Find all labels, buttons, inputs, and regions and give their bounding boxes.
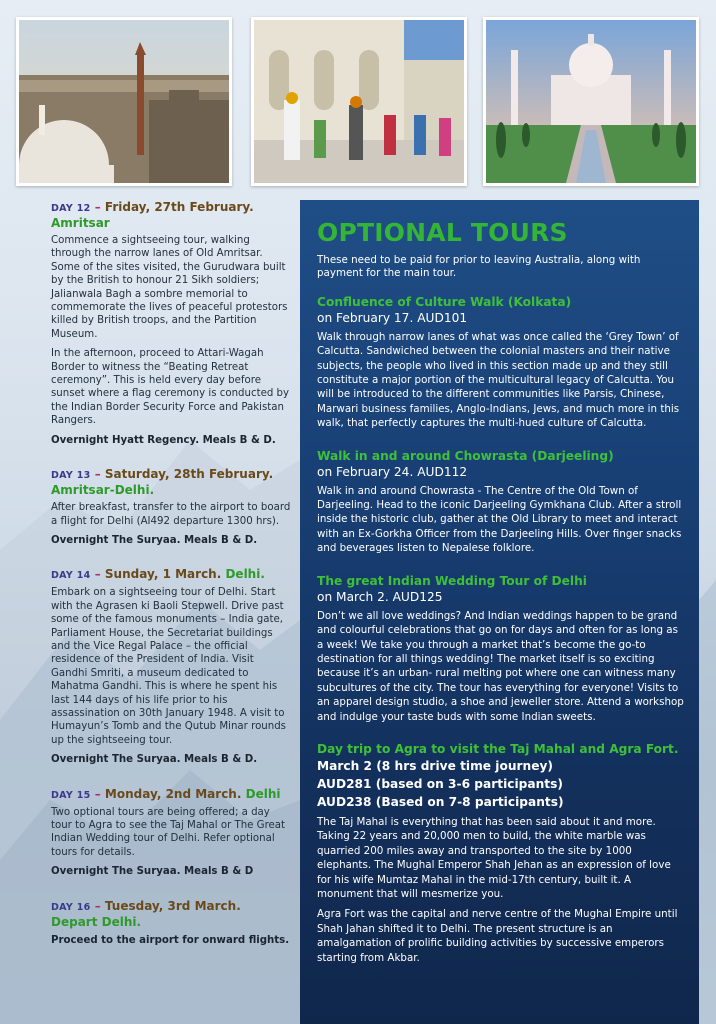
tour-entry bbox=[317, 742, 685, 965]
tour-date-price: AUD281 (based on 3-6 participants) bbox=[317, 776, 563, 791]
tour-date-price: March 2 (8 hrs drive time journey) bbox=[317, 758, 553, 773]
day-description: Commence a sightseeing tour, walking through the narrow lanes of Old Amritsar. Some of the sites visited, the Gurudwara built by the British to honour 21 Sikh soldiers; Jalianwala Bagh a sombre memorial to commemorate the lives of peaceful protestors killed by British troops, and the Partition Museum. bbox=[51, 235, 288, 340]
day-date: Tuesday, 3rd March. bbox=[104, 898, 241, 913]
itinerary-column bbox=[51, 200, 291, 947]
day-description: In the afternoon, proceed to Attari-Wagah Border to witness the “Beating Retreat ceremony”. This is held every day before sunset where a flag ceremony is conducted by the Indian Border Security Force and Pakistan Rangers. bbox=[51, 348, 290, 427]
optional-tours-list bbox=[317, 295, 685, 965]
day-heading bbox=[51, 787, 291, 803]
day-date: Sunday, 1 March. bbox=[104, 567, 222, 582]
day-heading bbox=[51, 467, 291, 498]
tour-description: Walk in and around Chowrasta - The Centre of the Old Town of Darjeeling. Head to the iconic Darjeeling Gymkhana Club. After a stroll inside the historic club, gather at the Old Library to meet and interact with an Ex-Gorkha Officer from the Darjeeling Hills. Over finger snacks and beverages listen to Nepalese folklore. bbox=[317, 484, 682, 555]
day-city: Delhi bbox=[245, 786, 281, 801]
tour-date-price: on February 17. AUD101 bbox=[317, 310, 468, 325]
tour-date-price: on February 24. AUD112 bbox=[317, 464, 468, 479]
day-heading bbox=[51, 567, 291, 583]
tour-title: The great Indian Wedding Tour of Delhi bbox=[317, 573, 587, 588]
tour-entry bbox=[317, 574, 685, 724]
day-dash: – bbox=[90, 567, 105, 582]
day-overnight: Overnight The Suryaa. Meals B & D bbox=[51, 866, 254, 878]
day-entry bbox=[51, 787, 291, 879]
day-description: Embark on a sightseeing tour of Delhi. Start with the Agrasen ki Baoli Stepwell. Drive past some of the famous monuments – India gate, Parliament House, the Secretariat buildings and the Vice Regal Palace – the official residence of the President of India. Visit Gandhi Smriti, a museum dedicated to Mahatma Gandhi. This is where he spent his last 144 days of his life prior to his assassination on 30th January 1948. A visit to Humayun’s Tomb and the Qutub Minar rounds up the sightseeing tour. bbox=[51, 587, 286, 746]
optional-tours-heading: OPTIONAL TOURS bbox=[317, 218, 568, 247]
taj-mahal-reflecting-pool-photo bbox=[483, 17, 699, 186]
day-entry bbox=[51, 467, 291, 547]
day-overnight: Overnight Hyatt Regency. Meals B & D. bbox=[51, 434, 276, 446]
day-number: DAY 16 bbox=[51, 901, 91, 913]
tour-description: Agra Fort was the capital and nerve centre of the Mughal Empire until Shah Jahan shifted it to Delhi. The present structure is an amalgamation of prolific building activities by successive emperors starting from Akbar. bbox=[317, 908, 678, 964]
day-overnight: Overnight The Suryaa. Meals B & D. bbox=[51, 754, 258, 766]
tour-description: Don’t we all love weddings? And Indian weddings happen to be grand and colourful celebrations that go on for days and often for as long as a week! We take you through a market that’s become the go-to destination for all things wedding! The market itself is so exciting because it’s an urban- rural melting pot where one can witness many subcultures of the city. The tour has everything for everyone! Visits to an apparel design studio, a shoe and jeweller store. Attend a workshop and indulge your taste buds with some Indian sweets. bbox=[317, 609, 684, 723]
day-number: DAY 12 bbox=[51, 203, 91, 214]
day-city: Delhi. bbox=[225, 567, 265, 582]
golden-temple-amritsar-crowd-photo bbox=[251, 17, 467, 186]
day-overnight: Proceed to the airport for onward flights. bbox=[51, 934, 290, 946]
day-date: Friday, 27th February. bbox=[104, 200, 254, 214]
tour-title: Confluence of Culture Walk (Kolkata) bbox=[317, 294, 572, 309]
day-description: After breakfast, transfer to the airport to board a flight for Delhi (AI492 departure 1300 hrs). bbox=[51, 502, 291, 527]
day-entry bbox=[51, 200, 291, 447]
day-city: Depart Delhi. bbox=[51, 914, 142, 929]
day-city: Amritsar bbox=[51, 216, 110, 230]
tour-description: Walk through narrow lanes of what was once called the ‘Grey Town’ of Calcutta. Sandwiched between the colonial masters and their native subjects, the people who lived in this section made up and they still constitute a major portion of the multicultural legacy of Calcutta. You will be introduced to the different communities like Parsis, Chinese, Marwari business families, Anglo-Indians, Jews, and much more in this walk, that perfectly captures the multi-hued culture of Calcutta. bbox=[317, 330, 680, 430]
day-number: DAY 14 bbox=[51, 570, 91, 582]
day-entry bbox=[51, 567, 291, 766]
optional-tours-panel bbox=[300, 200, 699, 1024]
day-dash: – bbox=[90, 786, 105, 801]
day-dash: – bbox=[90, 898, 105, 913]
day-date: Monday, 2nd March. bbox=[104, 786, 242, 801]
day-number: DAY 15 bbox=[51, 789, 91, 801]
tour-entry bbox=[317, 449, 685, 556]
tour-description: The Taj Mahal is everything that has been said about it and more. Taking 22 years and 20,000 men to build, the white marble was quarried 200 miles away and transported to the site by 1000 elephants. The Mughal Emperor Shah Jehan as an expression of love for his wife Mumtaz Mahal in the mid-17th century, built it. A monument that will mesmerize you. bbox=[317, 815, 671, 900]
day-heading bbox=[51, 899, 291, 930]
day-number: DAY 13 bbox=[51, 470, 91, 482]
tour-date-price: on March 2. AUD125 bbox=[317, 589, 443, 604]
day-city: Amritsar-Delhi. bbox=[51, 483, 155, 498]
day-overnight: Overnight The Suryaa. Meals B & D. bbox=[51, 534, 258, 546]
day-description: Two optional tours are being offered; a day tour to Agra to see the Taj Mahal or The Great Indian Wedding tour of Delhi. Refer optional tours for details. bbox=[51, 806, 286, 858]
day-entry bbox=[51, 899, 291, 947]
day-date: Saturday, 28th February. bbox=[104, 467, 274, 482]
tour-entry bbox=[317, 295, 685, 431]
optional-tours-intro: These need to be paid for prior to leaving Australia, along with payment for the main tour. bbox=[317, 254, 641, 280]
day-heading bbox=[51, 200, 291, 231]
tour-title: Day trip to Agra to visit the Taj Mahal and Agra Fort. bbox=[317, 741, 679, 756]
tour-date-price: AUD238 (Based on 7-8 participants) bbox=[317, 794, 564, 809]
tour-title: Walk in and around Chowrasta (Darjeeling) bbox=[317, 448, 614, 463]
day-dash: – bbox=[90, 200, 105, 214]
jama-masjid-delhi-skyline-photo bbox=[16, 17, 232, 186]
day-dash: – bbox=[90, 467, 105, 482]
